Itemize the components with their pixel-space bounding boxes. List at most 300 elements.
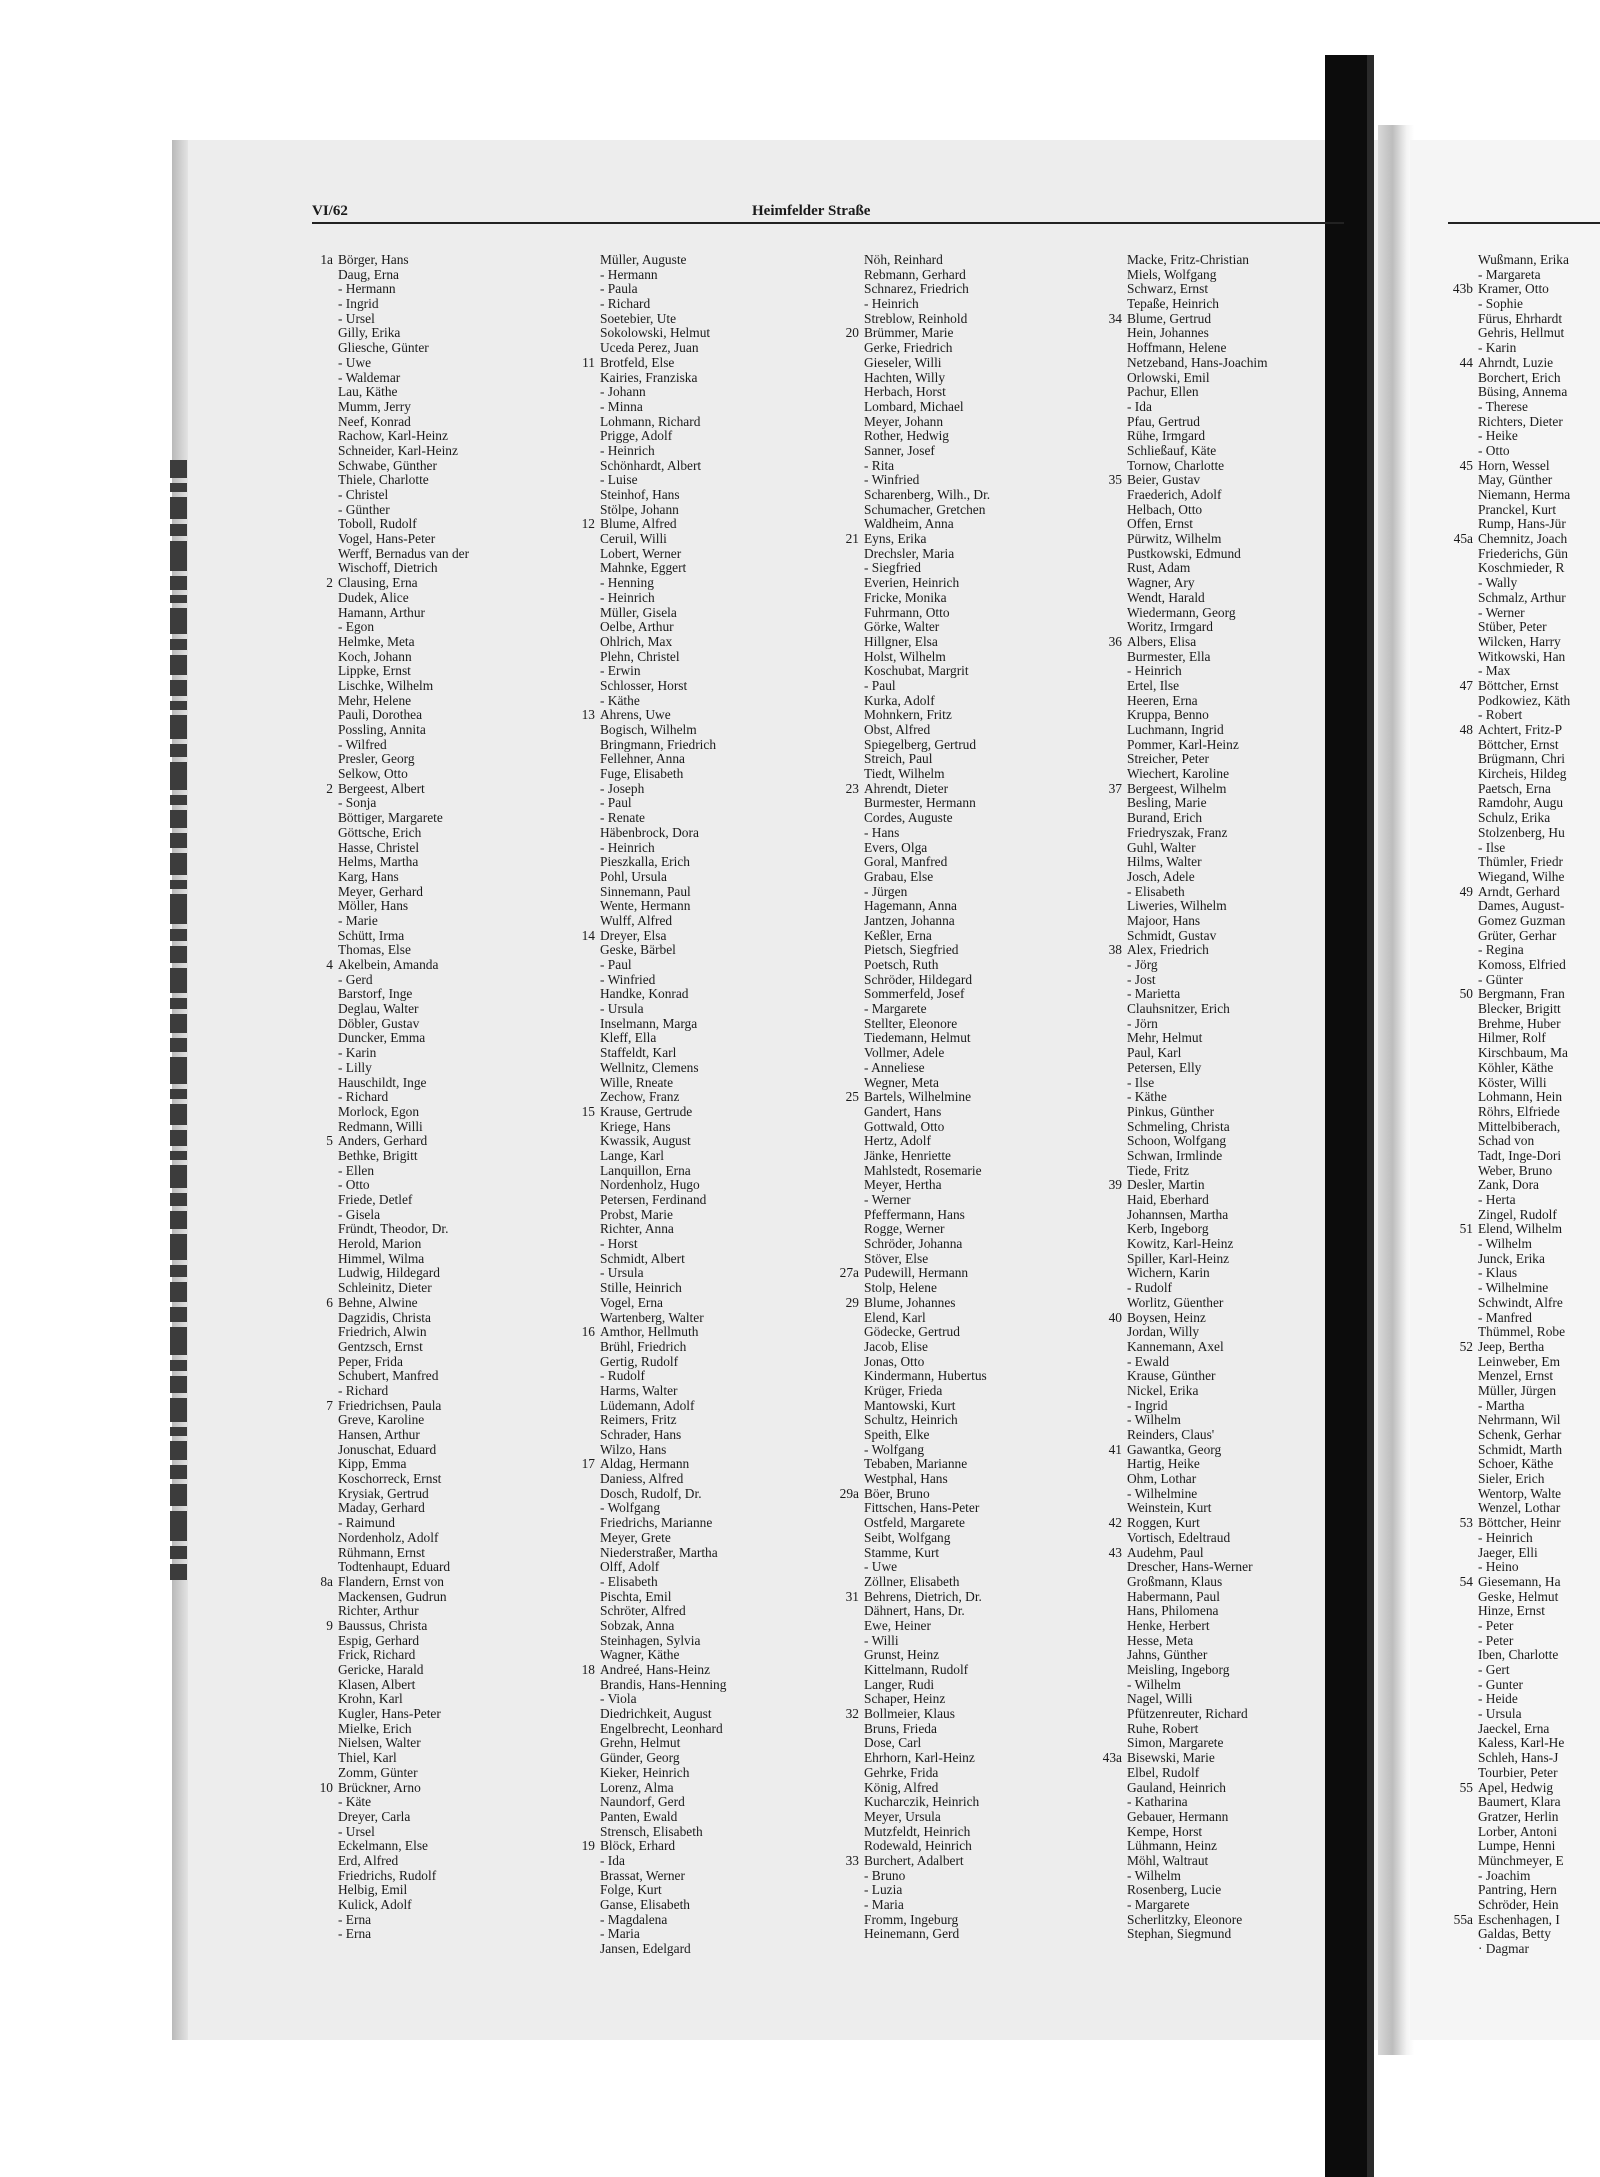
directory-entry: [864, 796, 1114, 811]
resident-name: Pohl, Ursula: [600, 868, 667, 884]
resident-name: - Ewald: [1127, 1353, 1170, 1369]
directory-entry: [864, 1281, 1114, 1296]
bleed-mark: [170, 968, 187, 993]
header-rule: [312, 222, 1344, 224]
directory-entry: [1478, 811, 1600, 826]
resident-name: Thomas, Else: [338, 942, 411, 958]
directory-entry: [338, 1325, 588, 1340]
directory-entry: [600, 312, 850, 327]
directory-entry: [1127, 1266, 1337, 1281]
resident-name: Spiller, Karl-Heinz: [1127, 1250, 1230, 1266]
directory-entry: [600, 855, 850, 870]
directory-entry: [864, 855, 1114, 870]
resident-name: Dosch, Rudolf, Dr.: [600, 1485, 702, 1501]
resident-name: - Ingrid: [1127, 1397, 1168, 1413]
resident-name: - Robert: [1478, 707, 1523, 723]
resident-name: Toboll, Rudolf: [338, 516, 417, 532]
directory-entry: [338, 1428, 588, 1443]
directory-entry: [1127, 1825, 1337, 1840]
resident-name: Guhl, Walter: [1127, 839, 1196, 855]
resident-name: Elend, Karl: [864, 1309, 926, 1325]
directory-entry: [319, 1779, 588, 1796]
directory-entry: [600, 576, 850, 591]
resident-name: Boysen, Heinz: [1127, 1309, 1206, 1325]
resident-name: - Viola: [600, 1691, 637, 1707]
directory-entry: [600, 282, 850, 297]
resident-name: Possling, Annita: [338, 722, 426, 737]
bleed-mark: [170, 1484, 187, 1506]
resident-name: Niemann, Herma: [1478, 487, 1571, 502]
directory-entry: [1478, 1134, 1600, 1149]
directory-entry: [1478, 914, 1600, 929]
house-number: 43: [1108, 1544, 1122, 1560]
directory-entry: [600, 723, 850, 738]
directory-entry: [845, 1706, 1114, 1722]
directory-entry: [1478, 1751, 1600, 1766]
house-number: 12: [581, 516, 595, 532]
bleed-mark: [170, 1265, 187, 1277]
resident-name: Prigge, Adolf: [600, 428, 673, 444]
resident-name: - Herta: [1478, 1192, 1516, 1207]
resident-name: Fuhrmann, Otto: [864, 604, 950, 620]
directory-entry: [1478, 1839, 1600, 1854]
directory-entry: [338, 1869, 588, 1884]
resident-name: Sokolowski, Helmut: [600, 325, 711, 341]
resident-name: Klasen, Albert: [338, 1676, 416, 1692]
resident-name: Dagzidis, Christa: [338, 1309, 431, 1325]
directory-entry: [600, 1825, 850, 1840]
house-number: 48: [1459, 722, 1473, 737]
resident-name: - Richard: [338, 1382, 389, 1398]
resident-name: Kulick, Adolf: [338, 1897, 412, 1912]
directory-entry: [338, 1311, 588, 1326]
resident-name: - Paul: [600, 957, 632, 972]
directory-entry: [600, 1751, 850, 1766]
directory-entry: [600, 1531, 850, 1546]
resident-name: - Ellen: [338, 1162, 375, 1178]
resident-name: Steinhof, Hans: [600, 487, 680, 502]
resident-name: Tiedt, Wilhelm: [864, 766, 945, 782]
directory-entry: [1127, 1149, 1337, 1164]
resident-name: Schmeling, Christa: [1127, 1118, 1230, 1134]
resident-name: - Käthe: [1127, 1089, 1167, 1105]
directory-entry: [1478, 1898, 1600, 1913]
directory-entry: [1127, 297, 1337, 312]
directory-entry: [338, 694, 588, 709]
directory-entry: [864, 429, 1114, 444]
directory-entry: [600, 1648, 850, 1663]
resident-name: - Heinrich: [600, 589, 655, 605]
directory-entry: [1127, 1575, 1337, 1590]
house-number: 45a: [1453, 531, 1473, 547]
directory-entry: [864, 488, 1114, 503]
directory-entry: [600, 826, 850, 841]
resident-name: Obst, Alfred: [864, 722, 931, 737]
directory-entry: [1478, 694, 1600, 709]
directory-entry: [1127, 708, 1337, 723]
resident-name: Sanner, Josef: [864, 442, 935, 458]
resident-name: Blöck, Erhard: [600, 1838, 676, 1854]
directory-entry: [1478, 576, 1600, 591]
directory-entry: [600, 415, 850, 430]
directory-entry: [1127, 694, 1337, 709]
directory-entry: [864, 517, 1114, 532]
directory-entry: [1127, 1869, 1337, 1884]
resident-name: Stolp, Helene: [864, 1280, 937, 1296]
resident-name: - Jörn: [1127, 1015, 1158, 1031]
house-number: 45: [1459, 457, 1473, 473]
house-number: 44: [1459, 354, 1473, 370]
directory-entry: [600, 1296, 850, 1311]
directory-entry: [600, 1164, 850, 1179]
directory-entry: [839, 1485, 1114, 1502]
resident-name: Harms, Walter: [600, 1382, 678, 1398]
directory-entry: [600, 1178, 850, 1193]
directory-entry: [338, 1501, 588, 1516]
resident-name: Kugler, Hans-Peter: [338, 1706, 441, 1722]
directory-entry: [1127, 1369, 1337, 1384]
resident-name: Grunst, Heinz: [864, 1647, 940, 1663]
directory-entry: [864, 1134, 1114, 1149]
resident-name: - Werner: [864, 1192, 911, 1207]
resident-name: Selkow, Otto: [338, 766, 408, 782]
directory-entry: [1478, 1663, 1600, 1678]
resident-name: Kriege, Hans: [600, 1118, 671, 1134]
resident-name: Probst, Marie: [600, 1206, 673, 1222]
resident-name: Audehm, Paul: [1127, 1544, 1204, 1560]
directory-entry: [864, 973, 1114, 988]
resident-name: Nagel, Willi: [1127, 1691, 1193, 1707]
directory-entry: [1127, 826, 1337, 841]
directory-entry: [600, 606, 850, 621]
resident-name: - Heike: [1478, 428, 1518, 444]
directory-entry: [864, 1678, 1114, 1693]
directory-entry: [600, 870, 850, 885]
directory-entry: [338, 341, 588, 356]
directory-entry: [338, 870, 588, 885]
resident-name: Wendt, Harald: [1127, 589, 1205, 605]
directory-entry: [864, 1825, 1114, 1840]
directory-entry: [338, 1590, 588, 1605]
directory-entry: [1478, 400, 1600, 415]
resident-name: Thiele, Charlotte: [338, 472, 429, 488]
resident-name: Reimers, Fritz: [600, 1412, 677, 1428]
resident-name: Nordenholz, Hugo: [600, 1177, 700, 1193]
resident-name: Schneider, Karl-Heinz: [338, 442, 458, 458]
resident-name: Geske, Helmut: [1478, 1588, 1559, 1604]
resident-name: Dudek, Alice: [338, 589, 409, 605]
resident-name: Friederichs, Gün: [1478, 545, 1568, 561]
directory-entry: [581, 1662, 850, 1678]
resident-name: Schröder, Hein: [1478, 1897, 1559, 1912]
directory-entry: [338, 1090, 588, 1105]
resident-name: Dose, Carl: [864, 1735, 922, 1751]
directory-entry: [864, 767, 1114, 782]
resident-name: Ertel, Ilse: [1127, 677, 1180, 693]
directory-entry: [600, 1854, 850, 1869]
directory-entry: [338, 752, 588, 767]
directory-entry: [864, 268, 1114, 283]
resident-name: Wenzel, Lothar: [1478, 1500, 1561, 1516]
directory-entry: [338, 723, 588, 738]
resident-name: Staffeldt, Karl: [600, 1045, 677, 1061]
resident-name: Ewe, Heiner: [864, 1617, 931, 1633]
directory-entry: [864, 664, 1114, 679]
house-number: 40: [1108, 1309, 1122, 1325]
resident-name: Mehr, Helene: [338, 692, 412, 708]
resident-name: Schenk, Gerhar: [1478, 1427, 1562, 1442]
resident-name: Krüger, Frieda: [864, 1382, 943, 1398]
resident-name: Cordes, Auguste: [864, 810, 953, 826]
directory-entry: [1127, 679, 1337, 694]
resident-name: Kurka, Adolf: [864, 692, 935, 708]
directory-entry: [1478, 561, 1600, 576]
directory-entry: [1127, 1017, 1337, 1032]
resident-name: Liweries, Wilhelm: [1127, 898, 1227, 914]
directory-entry: [600, 1090, 850, 1105]
directory-entry: [1108, 1309, 1337, 1326]
resident-name: Schlosser, Horst: [600, 677, 688, 693]
resident-name: Kramer, Otto: [1478, 281, 1549, 297]
directory-entry: [864, 1575, 1114, 1590]
directory-entry: [338, 973, 588, 988]
directory-entry: [1478, 855, 1600, 870]
resident-name: Bergeest, Wilhelm: [1127, 780, 1227, 796]
resident-name: Todtenhaupt, Eduard: [338, 1559, 451, 1575]
resident-name: Deglau, Walter: [338, 1001, 419, 1017]
house-number: 17: [581, 1456, 595, 1472]
directory-entry: [1127, 796, 1337, 811]
bleed-mark: [170, 946, 187, 963]
resident-name: Henke, Herbert: [1127, 1617, 1210, 1633]
directory-entry: [1127, 503, 1337, 518]
bleed-mark: [170, 1165, 187, 1188]
directory-entry: [600, 1619, 850, 1634]
resident-name: - Ilse: [1127, 1074, 1155, 1090]
directory-entry: [1127, 1898, 1337, 1913]
directory-entry: [1127, 1134, 1337, 1149]
resident-name: - Rudolf: [600, 1368, 646, 1384]
resident-name: Hinze, Ernst: [1478, 1603, 1545, 1619]
directory-entry: [1478, 1869, 1600, 1884]
directory-entry: [1127, 1472, 1337, 1487]
directory-entry: [320, 252, 588, 268]
directory-entry: [338, 371, 588, 386]
directory-entry: [1478, 1766, 1600, 1781]
directory-entry: [864, 1428, 1114, 1443]
directory-entry: [1108, 1515, 1337, 1531]
directory-entry: [600, 268, 850, 283]
resident-name: Helms, Martha: [338, 854, 419, 870]
resident-name: Achtert, Fritz-P: [1478, 722, 1563, 737]
resident-name: Langer, Rudi: [864, 1676, 935, 1692]
resident-name: Hoffmann, Helene: [1127, 340, 1227, 356]
resident-name: Gehris, Hellmut: [1478, 325, 1565, 341]
resident-name: Lange, Karl: [600, 1147, 664, 1163]
resident-name: - Gert: [1478, 1662, 1510, 1677]
resident-name: Haid, Eberhard: [1127, 1192, 1209, 1207]
resident-name: - Raimund: [338, 1515, 395, 1531]
resident-name: - Günter: [1478, 971, 1523, 987]
resident-name: Wegner, Meta: [864, 1074, 939, 1090]
resident-name: Majoor, Hans: [1127, 912, 1201, 928]
resident-name: Koschubat, Margrit: [864, 663, 969, 679]
directory-entry: [581, 1838, 850, 1854]
resident-name: Böttiger, Margarete: [338, 810, 443, 826]
directory-entry: [1127, 914, 1337, 929]
directory-entry: [864, 987, 1114, 1002]
directory-entry: [338, 650, 588, 665]
resident-name: Gerke, Friedrich: [864, 340, 953, 356]
directory-entry: [1478, 841, 1600, 856]
directory-entry: [1127, 973, 1337, 988]
resident-name: Mackensen, Gudrun: [338, 1588, 447, 1604]
bleed-mark: [170, 929, 187, 941]
bleed-mark: [170, 655, 187, 675]
bleed-mark: [170, 483, 187, 492]
resident-name: Kindermann, Hubertus: [864, 1368, 987, 1384]
resident-name: Kaless, Karl-He: [1478, 1735, 1565, 1751]
directory-entry: [864, 1002, 1114, 1017]
resident-name: Dreyer, Carla: [338, 1808, 411, 1824]
directory-entry: [600, 1340, 850, 1355]
directory-entry: [1453, 1911, 1600, 1928]
directory-entry: [845, 1294, 1114, 1311]
directory-entry: [600, 1487, 850, 1502]
resident-name: Lombard, Michael: [864, 398, 964, 414]
resident-name: Jordan, Willy: [1127, 1324, 1200, 1340]
directory-entry: [338, 591, 588, 606]
directory-entry: [1127, 576, 1337, 591]
resident-name: Brühl, Friedrich: [600, 1338, 687, 1354]
resident-name: Schütt, Irma: [338, 927, 405, 943]
directory-entry: [1127, 1927, 1337, 1942]
house-number: 10: [319, 1779, 333, 1795]
resident-name: - Luise: [600, 472, 638, 488]
resident-name: Zomm, Günter: [338, 1764, 418, 1780]
resident-name: - Christel: [338, 487, 389, 502]
directory-entry: [1127, 1061, 1337, 1076]
resident-name: - Gunter: [1478, 1676, 1523, 1692]
directory-entry: [600, 885, 850, 900]
directory-entry: [600, 1736, 850, 1751]
resident-name: Kempe, Horst: [1127, 1823, 1203, 1839]
directory-entry: [1478, 635, 1600, 650]
resident-name: Ruhe, Robert: [1127, 1720, 1199, 1736]
resident-name: Nöh, Reinhard: [864, 252, 943, 267]
directory-entry: [338, 1487, 588, 1502]
directory-entry: [600, 1707, 850, 1722]
directory-entry: [600, 1443, 850, 1458]
directory-entry: [1478, 1604, 1600, 1619]
directory-entry: [1478, 1590, 1600, 1605]
resident-name: Lorenz, Alma: [600, 1779, 674, 1795]
directory-entry: [600, 1252, 850, 1267]
resident-name: Pauli, Dorothea: [338, 707, 423, 723]
resident-name: Fricke, Monika: [864, 589, 947, 605]
directory-entry: [320, 1573, 588, 1590]
resident-name: Jänke, Henriette: [864, 1147, 951, 1163]
directory-entry: [1478, 1208, 1600, 1223]
directory-entry: [1127, 444, 1337, 459]
directory-entry: [600, 591, 850, 606]
directory-entry: [1127, 1399, 1337, 1414]
resident-name: Stolzenberg, Hu: [1478, 824, 1565, 840]
house-number: 18: [581, 1662, 595, 1677]
resident-name: Wiegand, Wilhe: [1478, 868, 1565, 884]
resident-name: Mohnkern, Fritz: [864, 707, 952, 723]
resident-name: Thiel, Karl: [338, 1750, 397, 1766]
resident-name: May, Günther: [1478, 472, 1553, 488]
resident-name: - Luzia: [864, 1882, 903, 1898]
directory-entry: [1127, 1164, 1337, 1179]
resident-name: Schaper, Heinz: [864, 1691, 946, 1707]
directory-entry: [338, 356, 588, 371]
directory-entry: [1478, 1061, 1600, 1076]
resident-name: Rother, Hedwig: [864, 428, 949, 444]
bleed-mark: [170, 1398, 187, 1422]
directory-entry: [864, 738, 1114, 753]
bleed-mark: [170, 1234, 187, 1260]
resident-name: Offen, Ernst: [1127, 516, 1193, 532]
directory-entry: [864, 1634, 1114, 1649]
resident-name: Bisewski, Marie: [1127, 1750, 1215, 1766]
directory-entry: [845, 780, 1114, 797]
directory-entry: [338, 1355, 588, 1370]
resident-name: - Heinrich: [1478, 1529, 1533, 1545]
house-number: 54: [1459, 1573, 1473, 1589]
directory-entry: [600, 738, 850, 753]
directory-entry: [600, 650, 850, 665]
resident-name: - Renate: [600, 810, 645, 826]
directory-entry: [338, 1736, 588, 1751]
resident-name: Schröter, Alfred: [600, 1603, 686, 1619]
bleed-mark: [170, 1360, 187, 1371]
resident-name: Lüdemann, Adolf: [600, 1397, 695, 1413]
resident-name: Möller, Hans: [338, 898, 409, 914]
resident-name: Bergmann, Fran: [1478, 986, 1565, 1002]
directory-entry: [1127, 870, 1337, 885]
directory-entry: [1478, 1237, 1600, 1252]
directory-entry: [1127, 547, 1337, 562]
directory-entry: [1478, 1854, 1600, 1869]
directory-entry: [1127, 1604, 1337, 1619]
directory-entry: [338, 899, 588, 914]
directory-entry: [338, 1634, 588, 1649]
directory-entry: [338, 429, 588, 444]
directory-entry: [600, 767, 850, 782]
directory-entry: [1127, 1781, 1337, 1796]
directory-entry: [1478, 973, 1600, 988]
resident-name: Böer, Bruno: [864, 1485, 930, 1501]
directory-entry: [1478, 341, 1600, 356]
resident-name: Wentorp, Walte: [1478, 1485, 1562, 1501]
resident-name: Burand, Erich: [1127, 810, 1203, 826]
directory-entry: [600, 1516, 850, 1531]
directory-entry: [1452, 281, 1600, 297]
bleed-mark: [170, 701, 187, 710]
resident-name: - Ilse: [1478, 839, 1506, 855]
directory-entry: [1127, 1501, 1337, 1516]
directory-entry: [1127, 1002, 1337, 1017]
directory-entry: [600, 253, 850, 268]
directory-entry: [581, 707, 850, 723]
directory-entry: [845, 531, 1114, 547]
resident-name: Strensch, Elisabeth: [600, 1823, 703, 1839]
resident-name: - Paul: [864, 677, 896, 693]
resident-name: Blecker, Brigitt: [1478, 1001, 1561, 1017]
bleed-mark: [170, 810, 187, 828]
